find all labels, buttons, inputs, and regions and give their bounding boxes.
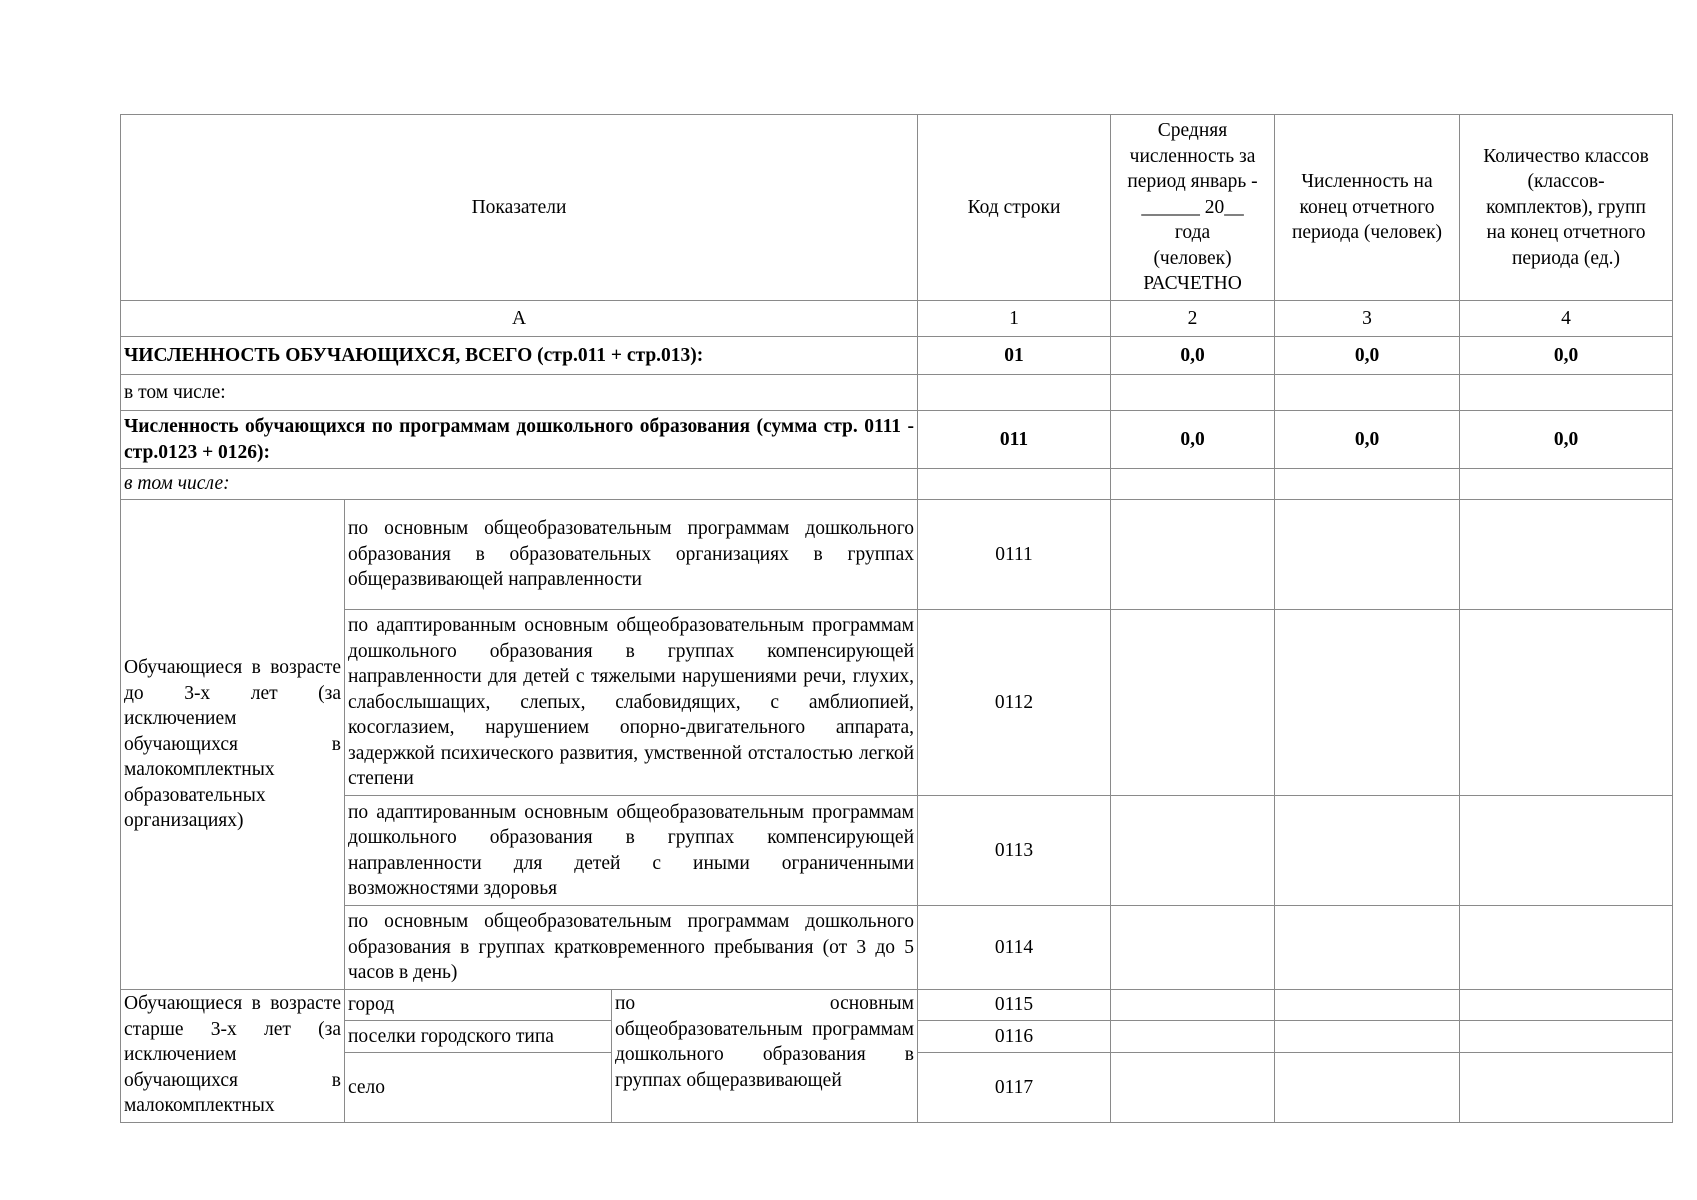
row-code	[918, 375, 1111, 411]
row-label: Численность обучающихся по программам дошкольного образования (сумма стр. 0111 - стр.0123 + 0126):	[121, 411, 918, 469]
cell-class-count: 0,0	[1460, 411, 1673, 469]
header-average-count-line: численность за	[1129, 145, 1256, 167]
cell-end-count	[1275, 1021, 1460, 1053]
cell-class-count	[1460, 906, 1673, 990]
cell-class-count	[1460, 375, 1673, 411]
row-place: поселки городского типа	[345, 1021, 612, 1053]
table-row-total	[121, 337, 1673, 375]
cell-end-count	[1275, 375, 1460, 411]
row-label: по основным общеобразовательным программам дошкольного образования в образовательных организациях в группах общеразвивающей направленности	[345, 500, 918, 610]
table-row-0112	[121, 610, 1673, 796]
header-row-code: Код строки	[918, 115, 1111, 301]
cell-class-count	[1460, 990, 1673, 1021]
row-label: по адаптированным основным общеобразовательным программам дошкольного образования в группах компенсирующей направленности для детей с иными ограниченными возможностями здоровья	[345, 796, 918, 906]
cell-class-count	[1460, 610, 1673, 796]
row-place: село	[345, 1053, 612, 1123]
header-class-count-line: (классов-	[1527, 171, 1605, 193]
cell-end-count	[1275, 796, 1460, 906]
cell-end-count	[1275, 1053, 1460, 1123]
cell-class-count	[1460, 1053, 1673, 1123]
cell-class-count	[1460, 469, 1673, 500]
header-average-count-line: года	[1174, 222, 1211, 244]
header-end-count-line: конец отчетного	[1299, 196, 1435, 218]
cell-end-count	[1275, 610, 1460, 796]
group-label-over-3: Обучающиеся в возрасте старше 3-х лет (за исключением обучающихся в малокомплектных	[121, 990, 345, 1123]
header-average-count-line: Средняя	[1157, 120, 1228, 142]
table-row-0115	[121, 990, 1673, 1021]
table-row-0113	[121, 796, 1673, 906]
statistics-form-table	[120, 114, 1673, 1123]
header-row	[121, 115, 1673, 301]
cell-average-count	[1111, 796, 1275, 906]
header-end-count-line: Численность на	[1301, 171, 1433, 193]
cell-end-count: 0,0	[1275, 337, 1460, 375]
cell-average-count	[1111, 500, 1275, 610]
row-code: 0115	[918, 990, 1111, 1021]
header-end-count	[1275, 115, 1460, 301]
cell-end-count	[1275, 990, 1460, 1021]
cell-average-count: 0,0	[1111, 411, 1275, 469]
cell-average-count	[1111, 469, 1275, 500]
row-code: 01	[918, 337, 1111, 375]
numbering-a: А	[121, 301, 918, 337]
table-row-preschool	[121, 411, 1673, 469]
cell-average-count	[1111, 1021, 1275, 1053]
table-row-0111	[121, 500, 1673, 610]
cell-average-count	[1111, 1053, 1275, 1123]
header-class-count	[1460, 115, 1673, 301]
cell-end-count	[1275, 500, 1460, 610]
row-label: в том числе:	[121, 469, 918, 500]
row-code	[918, 469, 1111, 500]
cell-average-count	[1111, 990, 1275, 1021]
table-row-0114	[121, 906, 1673, 990]
header-average-count-line: ______ 20__	[1141, 196, 1244, 218]
row-code: 0111	[918, 500, 1111, 610]
header-class-count-line: Количество классов	[1483, 145, 1649, 167]
cell-end-count: 0,0	[1275, 411, 1460, 469]
numbering-1: 1	[918, 301, 1111, 337]
row-code: 011	[918, 411, 1111, 469]
group-label-under-3: Обучающиеся в возрасте до 3-х лет (за исключением обучающихся в малокомплектных образовательных организациях)	[121, 500, 345, 990]
cell-average-count	[1111, 610, 1275, 796]
table-row-including	[121, 375, 1673, 411]
numbering-2: 2	[1111, 301, 1275, 337]
cell-class-count: 0,0	[1460, 337, 1673, 375]
row-code: 0112	[918, 610, 1111, 796]
row-label: по основным общеобразовательным программам дошкольного образования в группах кратковременного пребывания (от 3 до 5 часов в день)	[345, 906, 918, 990]
cell-class-count	[1460, 796, 1673, 906]
cell-average-count: 0,0	[1111, 337, 1275, 375]
cell-class-count	[1460, 1021, 1673, 1053]
numbering-row	[121, 301, 1673, 337]
row-code: 0113	[918, 796, 1111, 906]
table-row-including-italic	[121, 469, 1673, 500]
row-place: город	[345, 990, 612, 1021]
header-class-count-line: периода (ед.)	[1511, 247, 1621, 269]
header-average-count-line: (человек)	[1153, 247, 1232, 269]
row-code: 0116	[918, 1021, 1111, 1053]
cell-class-count	[1460, 500, 1673, 610]
header-indicators: Показатели	[121, 115, 918, 301]
row-label: ЧИСЛЕННОСТЬ ОБУЧАЮЩИХСЯ, ВСЕГО (стр.011 + стр.013):	[121, 337, 918, 375]
row-code: 0114	[918, 906, 1111, 990]
cell-end-count	[1275, 469, 1460, 500]
header-average-count-line: период январь -	[1127, 171, 1258, 193]
numbering-4: 4	[1460, 301, 1673, 337]
header-class-count-line: на конец отчетного	[1486, 222, 1646, 244]
header-end-count-line: периода (человек)	[1291, 222, 1443, 244]
header-average-count	[1111, 115, 1275, 301]
cell-average-count	[1111, 906, 1275, 990]
header-class-count-line: комплектов), групп	[1486, 196, 1646, 218]
row-label: в том числе:	[121, 375, 918, 411]
cell-average-count	[1111, 375, 1275, 411]
row-label: по адаптированным основным общеобразовательным программам дошкольного образования в группах компенсирующей направленности для детей с тяжелыми нарушениями речи, глухих, слабослышащих, слепых, слабовидящих, с амблиопией, косоглазием, нарушением опорно-двигательного аппарата, задержкой психического развития, умственной отсталостью легкой степени	[345, 610, 918, 796]
cell-end-count	[1275, 906, 1460, 990]
program-label-over-3: по основным общеобразовательным программам дошкольного образования в группах общеразвивающей	[612, 990, 918, 1123]
numbering-3: 3	[1275, 301, 1460, 337]
row-code: 0117	[918, 1053, 1111, 1123]
header-average-count-line: РАСЧЕТНО	[1143, 273, 1242, 295]
